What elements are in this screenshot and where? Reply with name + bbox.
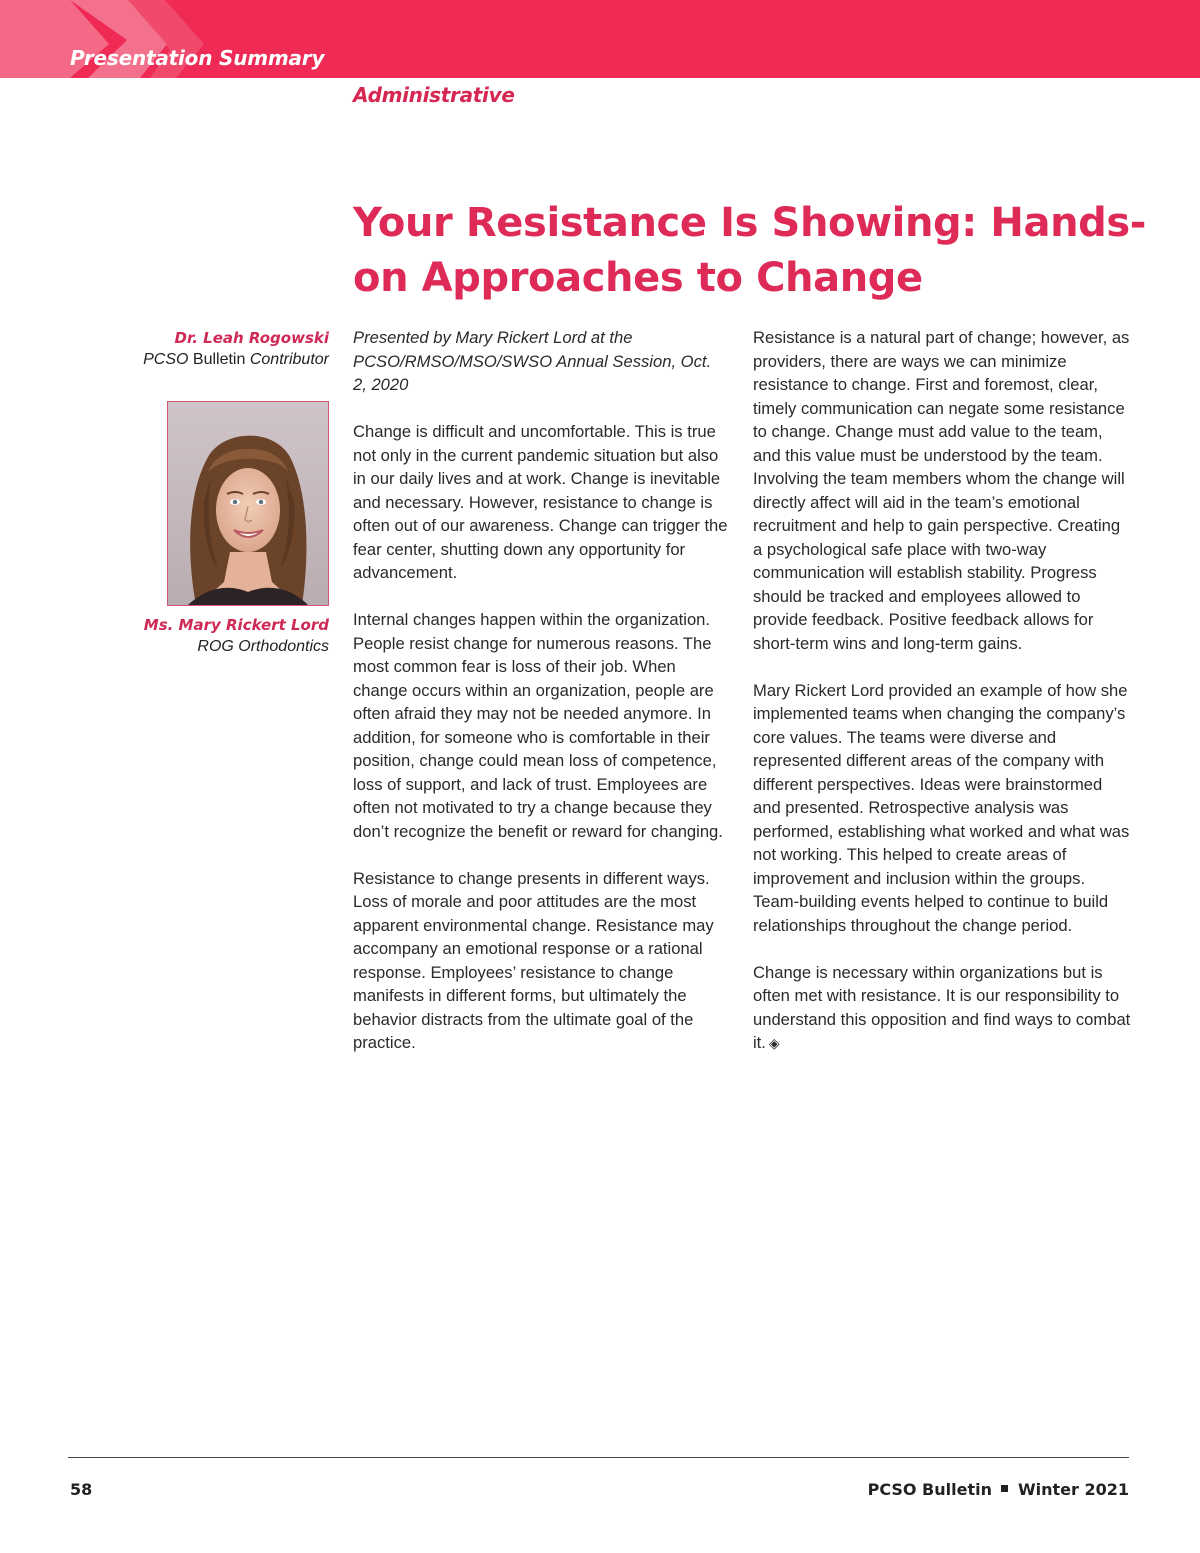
byline-presenter — [100, 614, 329, 658]
body-paragraph: Mary Rickert Lord provided an example of how she implemented teams when changing the company’s core values. The teams were diverse and represented different areas of the company with different perspectives. Ideas were brainstormed and presented. Retrospective analysis was performed, establishing what worked and what was not working. This helped to create areas of improvement and inclusion within the groups. Team-building events helped to continue to build relationships throughout the change period. — [753, 680, 1130, 935]
page-number: 58 — [70, 1480, 93, 1499]
body-paragraph: Resistance is a natural part of change; however, as providers, there are ways we can minimize resistance to change. First and foremost, clear, timely communication can negate some resistance to change. Change must add value to the team, and this value must be understood by the team. Involving the team members whom the change will directly affect will aid in the team’s emotional recruitment and help to gain perspective. Creating a psychological safe place with two-way communication will establish stability. Progress should be tracked and employees allowed to provide feedback. Positive feedback allows for short-term wins and long-term gains. — [753, 328, 1130, 653]
contributor-role — [100, 349, 329, 371]
presenter-affiliation: ROG Orthodontics — [197, 638, 329, 655]
contributor-role-pub: PCSO — [143, 351, 189, 368]
closing-paragraph — [753, 961, 1133, 1056]
portrait-image — [168, 402, 328, 605]
closing-text: Change is necessary within organizations but is often met with resistance. It is our responsibility to understand this opposition and find ways to combat it. — [753, 962, 1131, 1052]
issue-label: Winter 2021 — [1017, 1480, 1129, 1499]
square-separator-icon — [1001, 1485, 1008, 1492]
banner-label: Presentation Summary — [70, 46, 325, 70]
presenter-photo — [167, 401, 329, 606]
diamond-end-icon: ◈ — [768, 1035, 780, 1051]
contributor-role-mid: Bulletin — [192, 351, 246, 368]
article-title: Your Resistance Is Showing: Hands-on Approaches to Change — [353, 200, 1146, 301]
footer-publication-info — [868, 1480, 1129, 1499]
publication-name: PCSO Bulletin — [867, 1480, 992, 1499]
contributor-name: Dr. Leah Rogowski — [174, 329, 329, 347]
body-paragraph: Resistance to change presents in different ways. Loss of morale and poor attitudes are the most apparent environmental change. Resistance may accompany an emotional response or a rational response. Employees’ resistance to change manifests in different forms, but ultimately the behavior distracts from the ultimate goal of the practice. — [353, 868, 714, 1052]
contributor-role-end: Contributor — [249, 351, 329, 368]
presenter-name: Ms. Mary Rickert Lord — [143, 616, 329, 634]
section-label: Administrative — [353, 83, 515, 107]
body-paragraph: Internal changes happen within the organization. People resist change for numerous reasons. The most common fear is loss of their job. When change occurs within an organization, people are often afraid they may not be needed anymore. In addition, for someone who is comfortable in their position, change could mean loss of competence, loss of support, and lack of trust. Employees are often not motivated to try a change because they don’t recognize the benefit or reward for changing. — [353, 610, 723, 841]
footer-divider — [68, 1457, 1129, 1458]
header-banner — [0, 0, 1200, 78]
article-column-right — [753, 326, 1133, 1079]
byline-contributor — [100, 327, 329, 371]
article-column-left — [353, 326, 729, 1078]
presentation-intro: Presented by Mary Rickert Lord at the PCSO/RMSO/MSO/SWSO Annual Session, Oct. 2, 2020 — [353, 328, 712, 394]
body-paragraph: Change is difficult and uncomfortable. This is true not only in the current pandemic situation but also in our daily lives and at work. Change is inevitable and necessary. However, resistance to change is often out of our awareness. Change can trigger the fear center, shutting down any opportunity for advancement. — [353, 422, 728, 582]
